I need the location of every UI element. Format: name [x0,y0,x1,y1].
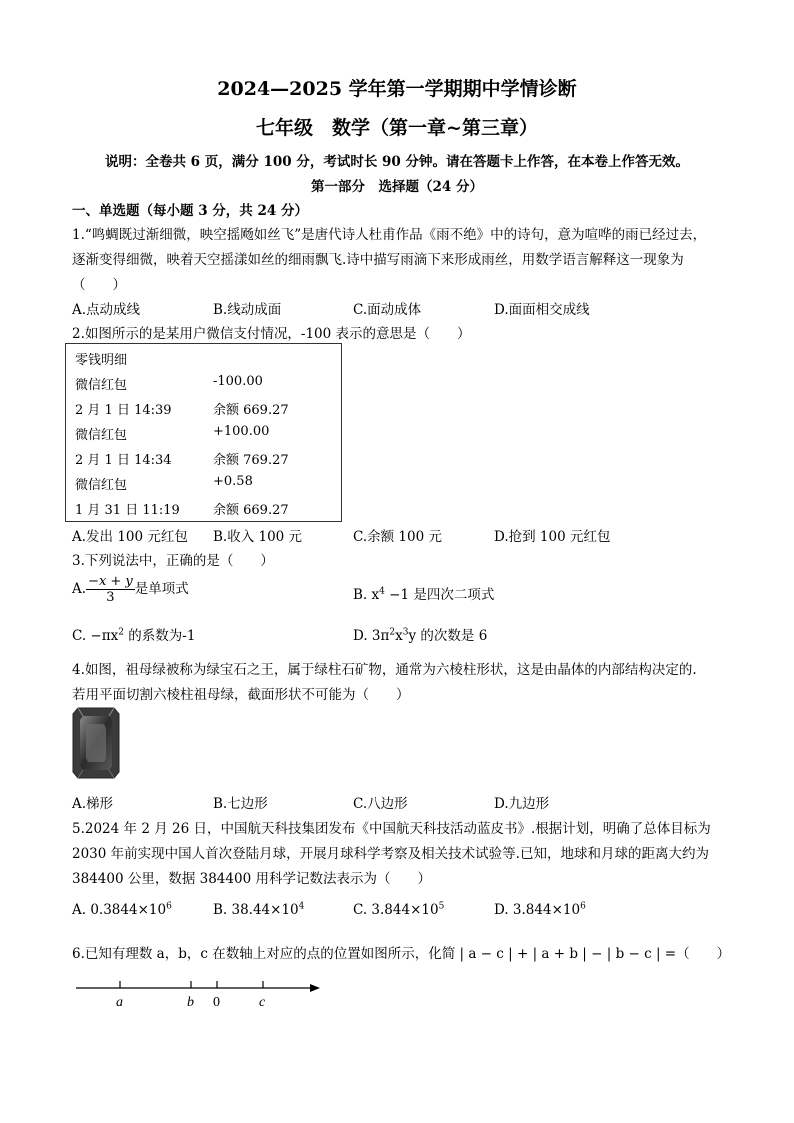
wallet-details-box [65,343,342,522]
wallet-row-value: 余额 669.27 [213,403,289,418]
q3-c-suffix: 的系数为-1 [123,628,196,644]
q3-a-suffix: 是单项式 [134,581,189,597]
q3-option-a [72,574,189,605]
wallet-row-label: 微信红包 [75,378,128,393]
q3-d-suffix: y 的次数是 6 [408,628,488,644]
q5-line1: 5.2024 年 2 月 26 日，中国航天科技集团发布《中国航天科技活动蓝皮书》.根据计划，明确了总体目标为 [72,821,711,837]
q5-b-base: B. 38.44×10 [213,902,299,918]
q4-line2: 若用平面切割六棱柱祖母绿，截面形状不可能为（ ） [72,687,410,703]
q2-option-d: D.抢到 100 元红包 [494,529,611,545]
q2-option-b: B.收入 100 元 [213,529,303,545]
q1-option-b: B.线动成面 [213,302,282,318]
wallet-row-value: 余额 769.27 [213,453,289,468]
q5-a-base: A. 0.3844×10 [72,902,167,918]
q3-d-prefix: D. 3π [353,628,390,644]
q1-line3: （ ） [72,277,126,293]
wallet-row-value: 余额 669.27 [213,503,289,518]
q1-option-d: D.面面相交成线 [494,302,590,318]
q5-option-d [494,902,586,918]
q3-b-exponent: 4 [379,586,385,597]
q4-option-d: D.九边形 [494,796,550,812]
q2-option-c: C.余额 100 元 [353,529,442,545]
q3-option-d [353,624,487,644]
label-a: a [116,995,123,1010]
label-c: c [259,995,266,1010]
q1-line1: 1.“鸣蜩既过渐细微，映空摇飏如丝飞”是唐代诗人杜甫作品《雨不绝》中的诗句，意为喧哗的雨已经过去， [72,227,707,243]
fraction-numerator: −x + y [88,574,133,589]
exam-title: 2024—2025 学年第一学期期中学情诊断 [217,78,577,100]
q2-option-a: A.发出 100 元红包 [72,529,188,545]
q1-option-c: C.面动成体 [353,302,422,318]
q3-a-prefix: A. [72,581,87,597]
q5-line2: 2030 年前实现中国人首次登陆月球，开展月球科学考察及相关技术试验等.已知，地球和月球的距离大约为 [72,846,709,862]
q3-option-c [72,624,195,644]
q5-c-base: C. 3.844×10 [353,902,439,918]
q3-c-exponent: 2 [118,627,124,638]
q3-d-exponent: 3 [402,627,409,638]
label-zero: 0 [213,995,220,1010]
section-heading: 一、单选题（每小题 3 分，共 24 分） [72,203,308,219]
emerald-gem-image [72,706,120,780]
q5-option-c [353,902,444,918]
q5-option-b [213,902,304,918]
q4-option-c: C.八边形 [353,796,408,812]
wallet-row-label: 1 月 31 日 11:19 [75,503,180,518]
wallet-row-label: 微信红包 [75,428,128,443]
q5-line3: 384400 公里，数据 384400 用科学记数法表示为（ ） [72,871,431,887]
number-line-arrow [310,984,320,992]
q6-stem: 6.已知有理数 a，b，c 在数轴上对应的点的位置如图所示，化简 | a − c | + | a + b | − | b − c | =（ ） [72,946,731,962]
instructions: 说明：全卷共 6 页，满分 100 分，考试时长 90 分钟。请在答题卡上作答，在本卷上作答无效。 [104,154,690,170]
fraction-denominator: 3 [106,590,115,605]
wallet-row-label: 2 月 1 日 14:34 [75,453,172,468]
q3-c-prefix: C. −πx [72,628,119,644]
q2-stem: 2.如图所示的是某用户微信支付情况，-100 表示的意思是（ ） [72,326,471,342]
q3-d-mid: x [395,628,403,644]
q3-b-suffix: −1 是四次二项式 [384,587,495,603]
fraction [86,574,135,605]
wallet-row-label: 2 月 1 日 14:39 [75,403,172,418]
exam-subtitle: 七年级 数学（第一章~第三章） [256,117,538,139]
wallet-row-value: -100.00 [213,374,263,389]
q4-option-b: B.七边形 [213,796,268,812]
q3-d-exponent: 2 [389,627,396,638]
wallet-title: 零钱明细 [75,353,128,368]
q4-option-a: A.梯形 [72,796,114,812]
q5-b-exponent: 4 [298,901,305,912]
q5-a-exponent: 6 [166,901,172,912]
q1-line2: 逐渐变得细微，映着天空摇漾如丝的细雨飘飞.诗中描写雨滴下来形成雨丝，用数学语言解释这一现象为 [72,252,684,268]
q5-c-exponent: 5 [438,901,445,912]
q5-option-a [72,902,172,918]
q1-option-a: A.点动成线 [72,302,141,318]
q5-d-base: D. 3.844×10 [494,902,581,918]
q3-option-b [353,583,494,603]
q5-d-exponent: 6 [580,901,586,912]
q4-line1: 4.如图，祖母绿被称为绿宝石之王，属于绿柱石矿物，通常为六棱柱形状，这是由晶体的内部结构决定的. [72,662,697,678]
wallet-row-value: +0.58 [213,474,253,489]
part-heading: 第一部分 选择题（24 分） [311,179,483,195]
q3-b-prefix: B. x [353,587,380,603]
label-b: b [187,995,194,1010]
wallet-row-value: +100.00 [213,424,270,439]
number-line [70,970,330,1012]
wallet-row-label: 微信红包 [75,478,128,493]
q3-stem: 3.下列说法中，正确的是（ ） [72,553,274,569]
